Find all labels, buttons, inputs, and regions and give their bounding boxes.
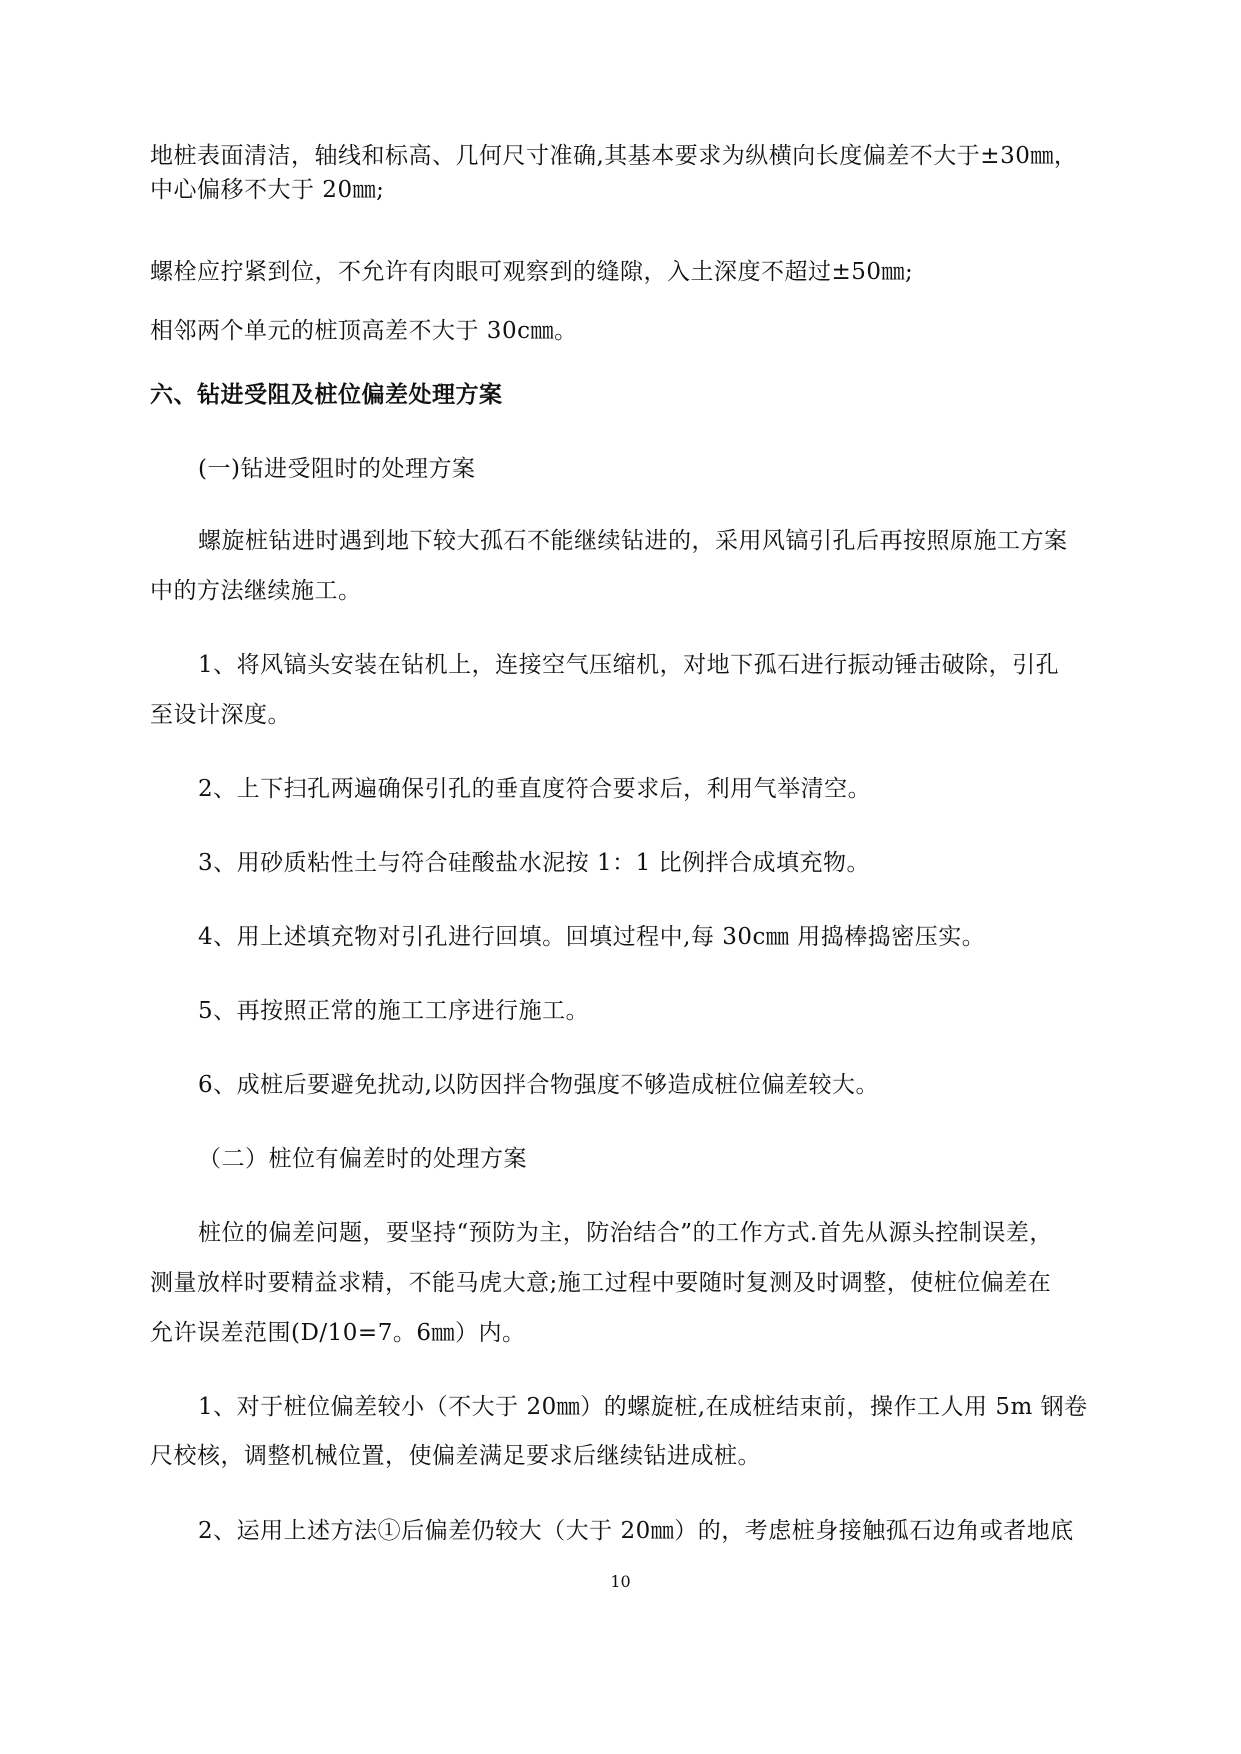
list-item-line: 2、上下扫孔两遍确保引孔的垂直度符合要求后，利用气举清空。 [198, 776, 872, 802]
list-item-line: 至设计深度。 [150, 702, 291, 728]
paragraph-line: 地桩表面清洁，轴线和标高、几何尺寸准确,其基本要求为纵横向长度偏差不大于±30㎜， [150, 143, 1078, 169]
list-item-line: 1、对于桩位偏差较小（不大于 20㎜）的螺旋桩,在成桩结束前，操作工人用 5m 钢卷 [198, 1394, 1088, 1420]
list-item-line: 3、用砂质粘性土与符合硅酸盐水泥按 1：1 比例拌合成填充物。 [198, 850, 871, 876]
list-item-line: 6、成桩后要避免扰动,以防因拌合物强度不够造成桩位偏差较大。 [198, 1072, 879, 1098]
subsection-heading: （二）桩位有偏差时的处理方案 [198, 1146, 527, 1172]
list-item-line: 尺校核，调整机械位置，使偏差满足要求后继续钻进成桩。 [150, 1443, 761, 1469]
section-heading: 六、钻进受阻及桩位偏差处理方案 [150, 382, 503, 408]
list-item-line: 1、将风镐头安装在钻机上，连接空气压缩机，对地下孤石进行振动锤击破除，引孔 [198, 652, 1060, 678]
subsection-heading: (一)钻进受阻时的处理方案 [198, 456, 476, 482]
list-item-line: 4、用上述填充物对引孔进行回填。回填过程中,每 30c㎜ 用捣棒捣密压实。 [198, 924, 986, 950]
paragraph-line: 中的方法继续施工。 [150, 578, 362, 604]
list-item-line: 5、再按照正常的施工工序进行施工。 [198, 998, 590, 1024]
list-item-line: 2、运用上述方法①后偏差仍较大（大于 20㎜）的，考虑桩身接触孤石边角或者地底 [198, 1518, 1074, 1544]
paragraph-line: 螺栓应拧紧到位，不允许有肉眼可观察到的缝隙，入土深度不超过±50㎜; [150, 259, 914, 285]
page-number: 10 [610, 1572, 631, 1591]
paragraph-line: 桩位的偏差问题，要坚持“预防为主，防治结合”的工作方式.首先从源头控制误差， [198, 1220, 1053, 1246]
paragraph-line: 中心偏移不大于 20㎜; [150, 177, 385, 203]
paragraph-line: 螺旋桩钻进时遇到地下较大孤石不能继续钻进的，采用风镐引孔后再按照原施工方案 [198, 528, 1068, 554]
paragraph-line: 允许误差范围(D/10=7。6㎜）内。 [150, 1320, 526, 1346]
paragraph-line: 测量放样时要精益求精，不能马虎大意;施工过程中要随时复测及时调整，使桩位偏差在 [150, 1270, 1052, 1296]
paragraph-line: 相邻两个单元的桩顶高差不大于 30c㎜。 [150, 318, 578, 344]
